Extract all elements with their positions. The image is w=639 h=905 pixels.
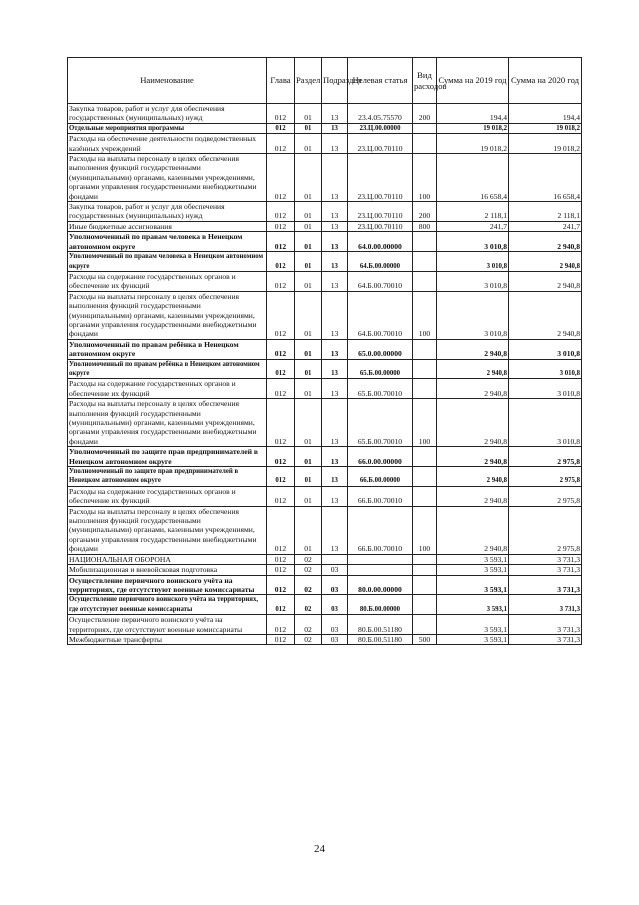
row-sum-2020: 2 940,8 — [509, 252, 582, 272]
row-name: Иные бюджетные ассигнования — [68, 221, 267, 231]
row-expense-type — [413, 379, 437, 399]
row-chapter: 012 — [267, 232, 295, 252]
row-chapter: 012 — [267, 486, 295, 506]
table-row — [68, 104, 582, 124]
row-chapter: 012 — [267, 379, 295, 399]
row-target: 23.4.05.75570 — [348, 104, 413, 124]
row-subsection: 13 — [322, 506, 348, 554]
row-expense-type — [413, 271, 437, 291]
row-target — [348, 554, 413, 564]
row-sum-2019: 2 940,8 — [437, 506, 509, 554]
row-sum-2019: 3 593,1 — [437, 565, 509, 575]
table-row — [68, 399, 582, 447]
row-sum-2020: 3 010,8 — [509, 399, 582, 447]
table-row — [68, 379, 582, 399]
row-name: НАЦИОНАЛЬНАЯ ОБОРОНА — [68, 554, 267, 564]
row-expense-type: 100 — [413, 506, 437, 554]
row-chapter: 012 — [267, 554, 295, 564]
row-chapter: 012 — [267, 134, 295, 154]
table-row — [68, 154, 582, 202]
row-section: 02 — [295, 634, 322, 644]
row-expense-type: 200 — [413, 104, 437, 124]
table-row — [68, 221, 582, 231]
table-row — [68, 615, 582, 635]
row-target: 23.Ц.00.70110 — [348, 202, 413, 222]
row-expense-type — [413, 486, 437, 506]
row-name: Осуществление первичного воинского учёта на территориях, где отсутствуют военные комиссариаты — [68, 575, 267, 595]
row-name: Расходы на обеспечение деятельности подведомственных казённых учреждений — [68, 134, 267, 154]
row-name: Осуществление первичного воинского учёта на территориях, где отсутствуют военные комиссариаты — [68, 615, 267, 635]
row-expense-type — [413, 359, 437, 379]
row-expense-type — [413, 123, 437, 133]
row-sum-2019: 2 940,8 — [437, 359, 509, 379]
row-section: 01 — [295, 467, 322, 487]
table-row — [68, 575, 582, 595]
row-sum-2019: 2 940,8 — [437, 339, 509, 359]
table-row — [68, 291, 582, 339]
table-row — [68, 565, 582, 575]
row-target: 64.0.00.00000 — [348, 232, 413, 252]
row-subsection: 03 — [322, 634, 348, 644]
row-expense-type: 200 — [413, 202, 437, 222]
row-name: Уполномоченный по правам человека в Ненецком автономном округе — [68, 232, 267, 252]
row-chapter: 012 — [267, 339, 295, 359]
row-sum-2020: 3 010,8 — [509, 339, 582, 359]
row-sum-2019: 3 010,8 — [437, 271, 509, 291]
header-section: Раздел — [295, 58, 322, 104]
row-section: 01 — [295, 291, 322, 339]
row-name: Уполномоченный по правам ребёнка в Ненецком автономном округе — [68, 339, 267, 359]
row-sum-2020: 2 975,8 — [509, 486, 582, 506]
row-sum-2019: 2 940,8 — [437, 486, 509, 506]
row-target: 64.Б.00.70010 — [348, 271, 413, 291]
row-expense-type — [413, 339, 437, 359]
row-subsection: 13 — [322, 467, 348, 487]
row-sum-2020: 194,4 — [509, 104, 582, 124]
table-row — [68, 467, 582, 487]
row-chapter: 012 — [267, 123, 295, 133]
row-subsection: 13 — [322, 123, 348, 133]
row-section: 01 — [295, 221, 322, 231]
row-name: Мобилизационная и вневойсковая подготовка — [68, 565, 267, 575]
row-sum-2019: 3 593,1 — [437, 634, 509, 644]
row-subsection: 13 — [322, 154, 348, 202]
row-expense-type: 800 — [413, 221, 437, 231]
row-section: 02 — [295, 595, 322, 615]
row-chapter: 012 — [267, 467, 295, 487]
row-sum-2019: 3 593,1 — [437, 554, 509, 564]
row-expense-type — [413, 252, 437, 272]
row-target: 64.Б.00.70010 — [348, 291, 413, 339]
row-target: 65.Б.00.70010 — [348, 379, 413, 399]
row-sum-2019: 2 940,8 — [437, 399, 509, 447]
row-name: Уполномоченный по правам ребёнка в Ненецком автономном округе — [68, 359, 267, 379]
row-chapter: 012 — [267, 615, 295, 635]
table-row — [68, 123, 582, 133]
header-sum-2020: Сумма на 2020 год — [509, 58, 582, 104]
row-sum-2019: 2 940,8 — [437, 447, 509, 467]
row-expense-type — [413, 554, 437, 564]
row-name: Расходы на выплаты персоналу в целях обеспечения выполнения функций государственными (муниципальными) органами, казенными учреждениями, органами управления государственными внебюджетными фондами — [68, 291, 267, 339]
table-row — [68, 554, 582, 564]
row-target — [348, 565, 413, 575]
row-expense-type — [413, 134, 437, 154]
row-name: Расходы на выплаты персоналу в целях обеспечения выполнения функций государственными (муниципальными) органами, казенными учреждениями, органами управления государственными внебюджетными фондами — [68, 399, 267, 447]
row-sum-2019: 3 593,1 — [437, 595, 509, 615]
row-chapter: 012 — [267, 565, 295, 575]
row-name: Уполномоченный по правам человека в Ненецком автономном округе — [68, 252, 267, 272]
row-sum-2019: 16 658,4 — [437, 154, 509, 202]
row-sum-2020: 19 018,2 — [509, 134, 582, 154]
row-sum-2020: 3 731,3 — [509, 634, 582, 644]
row-subsection: 13 — [322, 447, 348, 467]
row-expense-type — [413, 447, 437, 467]
row-name: Закупка товаров, работ и услуг для обеспечения государственных (муниципальных) нужд — [68, 104, 267, 124]
table-row — [68, 486, 582, 506]
row-target: 80.0.00.00000 — [348, 575, 413, 595]
row-subsection: 03 — [322, 595, 348, 615]
row-section: 01 — [295, 154, 322, 202]
row-chapter: 012 — [267, 634, 295, 644]
row-expense-type — [413, 595, 437, 615]
row-sum-2020: 3 731,3 — [509, 615, 582, 635]
header-sum-2019: Сумма на 2019 год — [437, 58, 509, 104]
row-chapter: 012 — [267, 154, 295, 202]
row-section: 02 — [295, 615, 322, 635]
row-chapter: 012 — [267, 221, 295, 231]
row-section: 01 — [295, 123, 322, 133]
row-section: 01 — [295, 134, 322, 154]
table-row — [68, 506, 582, 554]
row-sum-2020: 2 975,8 — [509, 506, 582, 554]
row-section: 01 — [295, 379, 322, 399]
row-chapter: 012 — [267, 104, 295, 124]
row-name: Расходы на содержание государственных органов и обеспечение их функций — [68, 486, 267, 506]
row-target: 65.Б.00.70010 — [348, 399, 413, 447]
budget-table — [67, 57, 582, 645]
row-target: 65.Б.00.00000 — [348, 359, 413, 379]
row-subsection: 13 — [322, 221, 348, 231]
row-expense-type: 100 — [413, 399, 437, 447]
row-chapter: 012 — [267, 252, 295, 272]
row-subsection: 03 — [322, 575, 348, 595]
row-sum-2020: 2 975,8 — [509, 447, 582, 467]
page-number: 24 — [314, 843, 325, 855]
row-target: 23.Ц.00.00000 — [348, 123, 413, 133]
row-sum-2019: 3 010,8 — [437, 291, 509, 339]
row-section: 02 — [295, 565, 322, 575]
table-row — [68, 339, 582, 359]
row-sum-2019: 2 940,8 — [437, 467, 509, 487]
row-section: 01 — [295, 271, 322, 291]
row-sum-2019: 19 018,2 — [437, 123, 509, 133]
row-section: 01 — [295, 447, 322, 467]
table-body — [68, 104, 582, 645]
row-target: 66.Б.00.70010 — [348, 506, 413, 554]
row-target: 66.0.00.00000 — [348, 447, 413, 467]
table-row — [68, 232, 582, 252]
row-subsection: 13 — [322, 232, 348, 252]
row-name: Расходы на выплаты персоналу в целях обеспечения выполнения функций государственными (муниципальными) органами, казенными учреждениями, органами управления государственными внебюджетными фондами — [68, 154, 267, 202]
row-section: 01 — [295, 486, 322, 506]
row-target: 66.Б.00.70010 — [348, 486, 413, 506]
row-sum-2020: 3 731,3 — [509, 575, 582, 595]
row-name: Межбюджетные трансферты — [68, 634, 267, 644]
row-target: 80.Б.00.51180 — [348, 615, 413, 635]
row-expense-type — [413, 615, 437, 635]
row-subsection: 13 — [322, 359, 348, 379]
row-section: 01 — [295, 399, 322, 447]
row-section: 02 — [295, 554, 322, 564]
row-sum-2020: 3 731,3 — [509, 554, 582, 564]
row-name: Уполномоченный по защите прав предпринимателей в Ненецком автономном округе — [68, 467, 267, 487]
row-target: 23.Ц.00.70110 — [348, 134, 413, 154]
row-section: 01 — [295, 202, 322, 222]
table-row — [68, 634, 582, 644]
row-subsection: 13 — [322, 379, 348, 399]
row-expense-type — [413, 565, 437, 575]
row-sum-2020: 2 975,8 — [509, 467, 582, 487]
row-subsection: 13 — [322, 486, 348, 506]
table-row — [68, 271, 582, 291]
row-expense-type — [413, 232, 437, 252]
header-subsection: Подраздел — [322, 58, 348, 104]
row-subsection: 13 — [322, 134, 348, 154]
row-chapter: 012 — [267, 575, 295, 595]
row-sum-2020: 241,7 — [509, 221, 582, 231]
row-subsection: 03 — [322, 565, 348, 575]
row-expense-type — [413, 467, 437, 487]
row-sum-2019: 194,4 — [437, 104, 509, 124]
row-target: 80.Б.00.00000 — [348, 595, 413, 615]
row-expense-type: 100 — [413, 154, 437, 202]
row-sum-2020: 2 940,8 — [509, 271, 582, 291]
table-row — [68, 359, 582, 379]
row-name: Расходы на содержание государственных органов и обеспечение их функций — [68, 379, 267, 399]
row-chapter: 012 — [267, 506, 295, 554]
header-expense-type: Вид расходов — [413, 58, 437, 104]
header-chapter: Глава — [267, 58, 295, 104]
row-sum-2019: 2 940,8 — [437, 379, 509, 399]
row-expense-type — [413, 575, 437, 595]
row-section: 01 — [295, 252, 322, 272]
row-target: 23.Ц.00.70110 — [348, 154, 413, 202]
row-sum-2020: 16 658,4 — [509, 154, 582, 202]
row-name: Расходы на выплаты персоналу в целях обеспечения выполнения функций государственными (муниципальными) органами, казенными учреждениями, органами управления государственными внебюджетными фондами — [68, 506, 267, 554]
row-sum-2020: 3 731,3 — [509, 595, 582, 615]
row-subsection — [322, 554, 348, 564]
row-name: Закупка товаров, работ и услуг для обеспечения государственных (муниципальных) нужд — [68, 202, 267, 222]
table-row — [68, 447, 582, 467]
row-target: 66.Б.00.00000 — [348, 467, 413, 487]
table-row — [68, 595, 582, 615]
table-row — [68, 252, 582, 272]
row-section: 01 — [295, 506, 322, 554]
row-subsection: 13 — [322, 252, 348, 272]
row-target: 64.Б.00.00000 — [348, 252, 413, 272]
row-target: 65.0.00.00000 — [348, 339, 413, 359]
row-subsection: 13 — [322, 202, 348, 222]
row-section: 02 — [295, 575, 322, 595]
row-sum-2020: 2 940,8 — [509, 232, 582, 252]
row-name: Осуществление первичного воинского учёта на территориях, где отсутствуют военные комиссариаты — [68, 595, 267, 615]
row-name: Уполномоченный по защите прав предпринимателей в Ненецком автономном округе — [68, 447, 267, 467]
row-section: 01 — [295, 104, 322, 124]
row-sum-2019: 3 593,1 — [437, 615, 509, 635]
row-name: Расходы на содержание государственных органов и обеспечение их функций — [68, 271, 267, 291]
row-sum-2019: 19 018,2 — [437, 134, 509, 154]
table-header-row — [68, 58, 582, 104]
row-chapter: 012 — [267, 399, 295, 447]
row-chapter: 012 — [267, 271, 295, 291]
row-subsection: 13 — [322, 291, 348, 339]
row-expense-type: 500 — [413, 634, 437, 644]
row-target: 23.Ц.00.70110 — [348, 221, 413, 231]
row-sum-2020: 19 018,2 — [509, 123, 582, 133]
row-subsection: 13 — [322, 104, 348, 124]
row-chapter: 012 — [267, 359, 295, 379]
row-chapter: 012 — [267, 202, 295, 222]
row-sum-2019: 241,7 — [437, 221, 509, 231]
row-sum-2020: 3 731,3 — [509, 565, 582, 575]
row-expense-type: 100 — [413, 291, 437, 339]
row-sum-2019: 2 118,1 — [437, 202, 509, 222]
row-target: 80.Б.00.51180 — [348, 634, 413, 644]
row-section: 01 — [295, 359, 322, 379]
row-sum-2020: 2 940,8 — [509, 291, 582, 339]
row-sum-2019: 3 010,8 — [437, 232, 509, 252]
table-row — [68, 202, 582, 222]
row-section: 01 — [295, 232, 322, 252]
row-section: 01 — [295, 339, 322, 359]
row-chapter: 012 — [267, 447, 295, 467]
header-name: Наименование — [68, 58, 267, 104]
row-subsection: 03 — [322, 615, 348, 635]
row-sum-2020: 3 010,8 — [509, 379, 582, 399]
header-target: Целевая статья — [348, 58, 413, 104]
row-subsection: 13 — [322, 339, 348, 359]
row-subsection: 13 — [322, 399, 348, 447]
row-name: Отдельные мероприятия программы — [68, 123, 267, 133]
row-sum-2019: 3 010,8 — [437, 252, 509, 272]
row-chapter: 012 — [267, 595, 295, 615]
row-chapter: 012 — [267, 291, 295, 339]
table-row — [68, 134, 582, 154]
row-sum-2020: 3 010,8 — [509, 359, 582, 379]
row-sum-2019: 3 593,1 — [437, 575, 509, 595]
row-subsection: 13 — [322, 271, 348, 291]
row-sum-2020: 2 118,1 — [509, 202, 582, 222]
